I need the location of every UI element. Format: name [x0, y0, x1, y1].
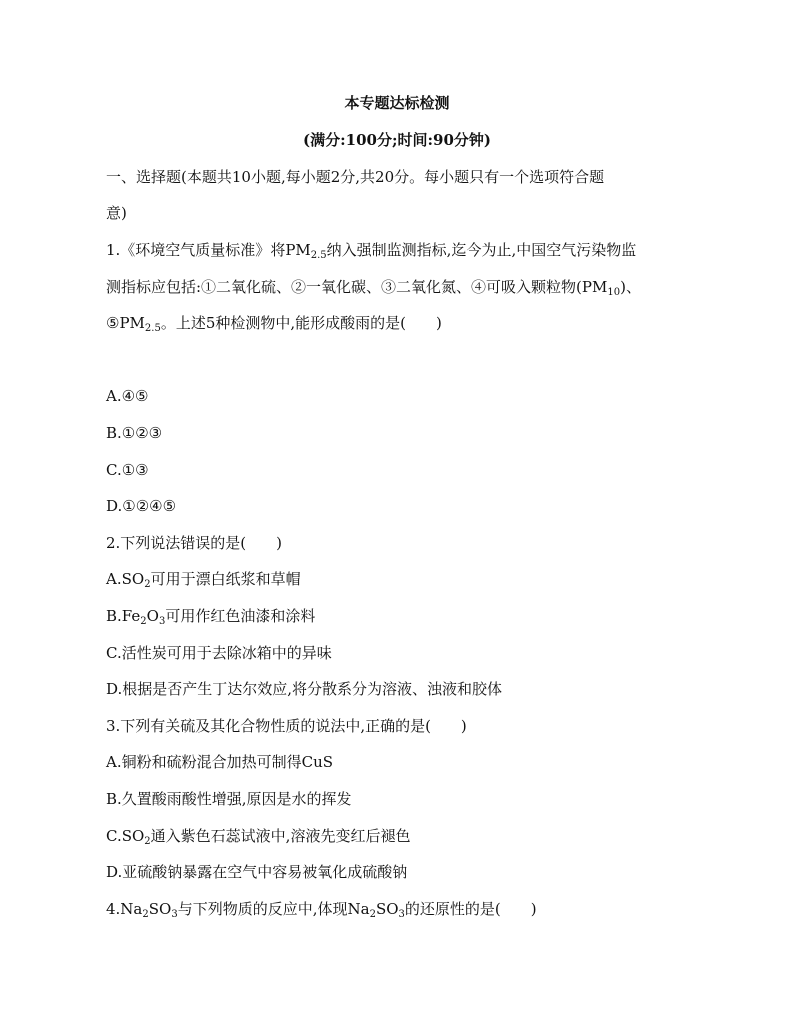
q1-stem-line1 [106, 240, 636, 260]
subscript: 2 [369, 909, 376, 920]
q1-option-a: A.④⑤ [106, 387, 149, 405]
subscript: 2 [142, 909, 149, 920]
text: B.Fe [106, 607, 141, 625]
section-heading-line2: 意) [106, 204, 127, 222]
q2-option-a [106, 569, 301, 589]
text: 测指标应包括:①二氧化硫、②一氧化碳、③二氧化氮、④可吸入颗粒物(PM [106, 278, 608, 296]
subscript: 2 [144, 579, 151, 590]
subscript: 2.5 [144, 323, 161, 334]
subscript: 2 [140, 616, 147, 627]
q1-option-c: C.①③ [106, 461, 149, 479]
q3-option-b: B.久置酸雨酸性增强,原因是水的挥发 [106, 790, 352, 808]
page-title: 本专题达标检测 [344, 94, 450, 112]
subscript: 2.5 [310, 250, 327, 261]
q1-stem-line2 [106, 277, 641, 297]
q4-stem [106, 899, 537, 919]
text: )、 [620, 278, 641, 296]
text: 的还原性的是( ) [404, 900, 537, 918]
text: A.SO [106, 570, 145, 588]
text: 可用作红色油漆和涂料 [165, 607, 316, 625]
q1-option-b: B.①②③ [106, 424, 163, 442]
q1-option-d: D.①②④⑤ [106, 497, 177, 515]
text: SO [148, 900, 172, 918]
q2-option-d: D.根据是否产生丁达尔效应,将分散系分为溶液、浊液和胶体 [106, 680, 503, 698]
text: 纳入强制监测指标,迄今为止,中国空气污染物监 [326, 241, 637, 259]
text: 4.Na [106, 900, 143, 918]
q2-stem: 2.下列说法错误的是( ) [106, 534, 283, 552]
text: O [146, 607, 159, 625]
subscript: 2 [144, 836, 151, 847]
subscript: 10 [607, 287, 621, 298]
section-heading-line1: 一、选择题(本题共10小题,每小题2分,共20分。每小题只有一个选项符合题 [106, 168, 605, 186]
q3-option-a: A.铜粉和硫粉混合加热可制得CuS [106, 753, 334, 771]
q1-stem-line3 [106, 313, 442, 333]
text: 1.《环境空气质量标准》将PM [106, 241, 311, 259]
q2-option-c: C.活性炭可用于去除冰箱中的异味 [106, 644, 332, 662]
subscript: 3 [158, 616, 166, 627]
text: ⑤PM [106, 314, 145, 332]
subscript: 3 [171, 909, 178, 920]
q3-option-d: D.亚硫酸钠暴露在空气中容易被氧化成硫酸钠 [106, 863, 408, 881]
q3-option-c [106, 826, 410, 846]
subscript: 3 [398, 909, 405, 920]
text: SO [375, 900, 399, 918]
text: C.SO [106, 827, 145, 845]
exam-info: (满分:100分;时间:90分钟) [303, 131, 491, 149]
q2-option-b [106, 606, 315, 626]
text: 与下列物质的反应中,体现Na [177, 900, 370, 918]
text: 。上述5种检测物中,能形成酸雨的是( ) [160, 314, 442, 332]
text: 可用于漂白纸浆和草帽 [150, 570, 301, 588]
text: 通入紫色石蕊试液中,溶液先变红后褪色 [150, 827, 411, 845]
q3-stem: 3.下列有关硫及其化合物性质的说法中,正确的是( ) [106, 717, 467, 735]
